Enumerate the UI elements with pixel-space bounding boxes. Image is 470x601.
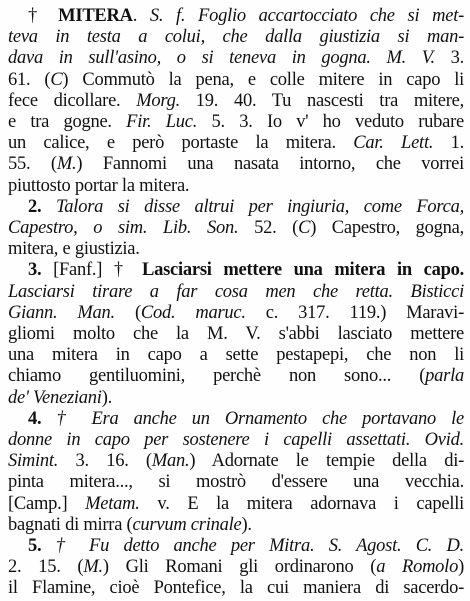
entry-text-segment: 55. ( <box>8 154 57 175</box>
entry-text-segment: Capestro, o sim. Lib. Son. <box>8 218 239 238</box>
entry-text-segment: [Fanf.] † <box>53 260 142 281</box>
entry-text-segment: piuttosto portar la mitera. <box>8 175 190 196</box>
entry-text-segment: il Flamine, cioè Pontefice, la cui maniera di sacerdo- <box>8 578 464 599</box>
entry-text-segment: † Era anche un Ornamento che portavano le <box>56 408 464 429</box>
entry-text-segment: 5. <box>28 536 56 556</box>
entry-text-segment: pinta mitera..., si mostrò d'essere una vecchia. <box>8 472 464 493</box>
entry-text-segment: ( <box>114 302 141 323</box>
entry-text-segment: mitera, e giustizia. <box>8 239 140 260</box>
entry-text-segment: e tra gogne. <box>8 112 127 132</box>
entry-text-segment: v. E la mitera adornava i capelli <box>139 493 464 514</box>
entry-text-segment: 61. ( <box>8 69 51 90</box>
entry-text-segment: curvum crinale <box>132 514 242 535</box>
entry-text-segment: ) Commutò la pena, e colle mitere in capo li <box>62 69 464 90</box>
entry-text-segment: ) Fannomi una nasata intorno, che vorrei <box>76 154 464 175</box>
entry-text-segment: ). <box>241 514 252 535</box>
entry-text-segment: † <box>28 6 59 26</box>
entry-text-segment: M. <box>83 557 103 578</box>
entry-text-segment: ) Adornate le tempie della di- <box>189 451 464 472</box>
entry-text-segment: un calice, e però portaste la mitera. <box>8 133 354 154</box>
entry-line <box>8 576 464 600</box>
entry-text-segment: 2. 15. ( <box>8 557 84 578</box>
entry-text-segment: [Camp.] <box>8 493 86 514</box>
entry-text-segment: C <box>50 69 63 90</box>
entry-text-segment: una mitera in capo a sette pestapepi, che non li <box>8 345 464 366</box>
entry-text-segment: 5. 3. Io v' ho veduto rubare <box>197 112 464 132</box>
entry-text-segment: 3. <box>28 260 54 281</box>
entry-text-segment: donne in capo per sostenere i capelli assettati. Ovid. <box>8 430 464 450</box>
entry-text-segment: . <box>132 6 150 26</box>
entry-text-segment: ). <box>101 387 112 408</box>
entry-text-segment: Metam. <box>85 493 140 514</box>
entry-text-segment: 1. <box>433 133 464 154</box>
entry-text-segment: Lasciarsi mettere una mitera in capo. <box>141 260 464 281</box>
entry-text-segment: M. <box>56 154 77 175</box>
entry-text-segment: ) Capestro, gogna, <box>310 218 464 238</box>
entry-text-segment: Car. Lett. <box>353 133 434 154</box>
entry-text-segment: † Fu detto anche per Mitra. S. Agost. C. D. <box>55 536 464 556</box>
entry-text-segment: Morg. <box>136 90 181 111</box>
entry-text-segment: ) <box>458 557 464 578</box>
entry-text-segment: 2. <box>28 196 56 217</box>
entry-text-segment: bagnati di mirra ( <box>8 514 133 535</box>
entry-text-segment: Giann. Man. <box>8 302 115 323</box>
entry-text-segment: Fir. Luc. <box>126 112 198 132</box>
entry-text-segment: c. 317. 119.) Maravi- <box>245 302 464 323</box>
entry-text-segment: C <box>298 218 311 238</box>
entry-text-segment: 3. <box>434 48 464 69</box>
entry-text-segment: MITERA <box>58 6 133 26</box>
entry-text-segment: S. f. Foglio accartocciato che si met- <box>149 6 464 26</box>
entry-text-segment: dava in sull'asino, o si teneva in gogna. M. V. <box>8 48 435 69</box>
entry-text-segment: Lasciarsi tirare a far cosa men che retta. Bisticci <box>8 281 464 302</box>
entry-text-segment: de' Veneziani <box>8 387 102 408</box>
entry-text-segment: parla <box>425 366 464 387</box>
entry-text-segment: Cod. maruc. <box>140 302 246 323</box>
entry-text-segment: 19. 40. Tu nascesti tra mitere, <box>180 90 464 111</box>
entry-text-segment: a Romolo <box>376 557 459 578</box>
entry-text-segment: 3. 16. ( <box>58 451 152 472</box>
entry-text-segment: Simint. <box>8 451 59 472</box>
entry-text-segment: teva in testa a colui, che dalla giustizia si man- <box>8 27 464 48</box>
entry-text-segment: chiamo gentiluomini, perchè non sono... ( <box>8 366 426 387</box>
entry-text-segment: gliomi molto che la M. V. s'abbi lasciato mettere <box>8 324 464 344</box>
entry-text-segment: Man. <box>151 451 190 472</box>
entry-text-segment: 4. <box>28 408 57 429</box>
entry-text-segment: Talora si disse altrui per ingiuria, come Forca, <box>55 196 464 217</box>
entry-text-segment: fece dicollare. <box>8 90 137 111</box>
entry-text-segment: ) Gli Romani gli ordinarono ( <box>102 557 377 578</box>
entry-text-segment: 52. ( <box>238 218 299 238</box>
